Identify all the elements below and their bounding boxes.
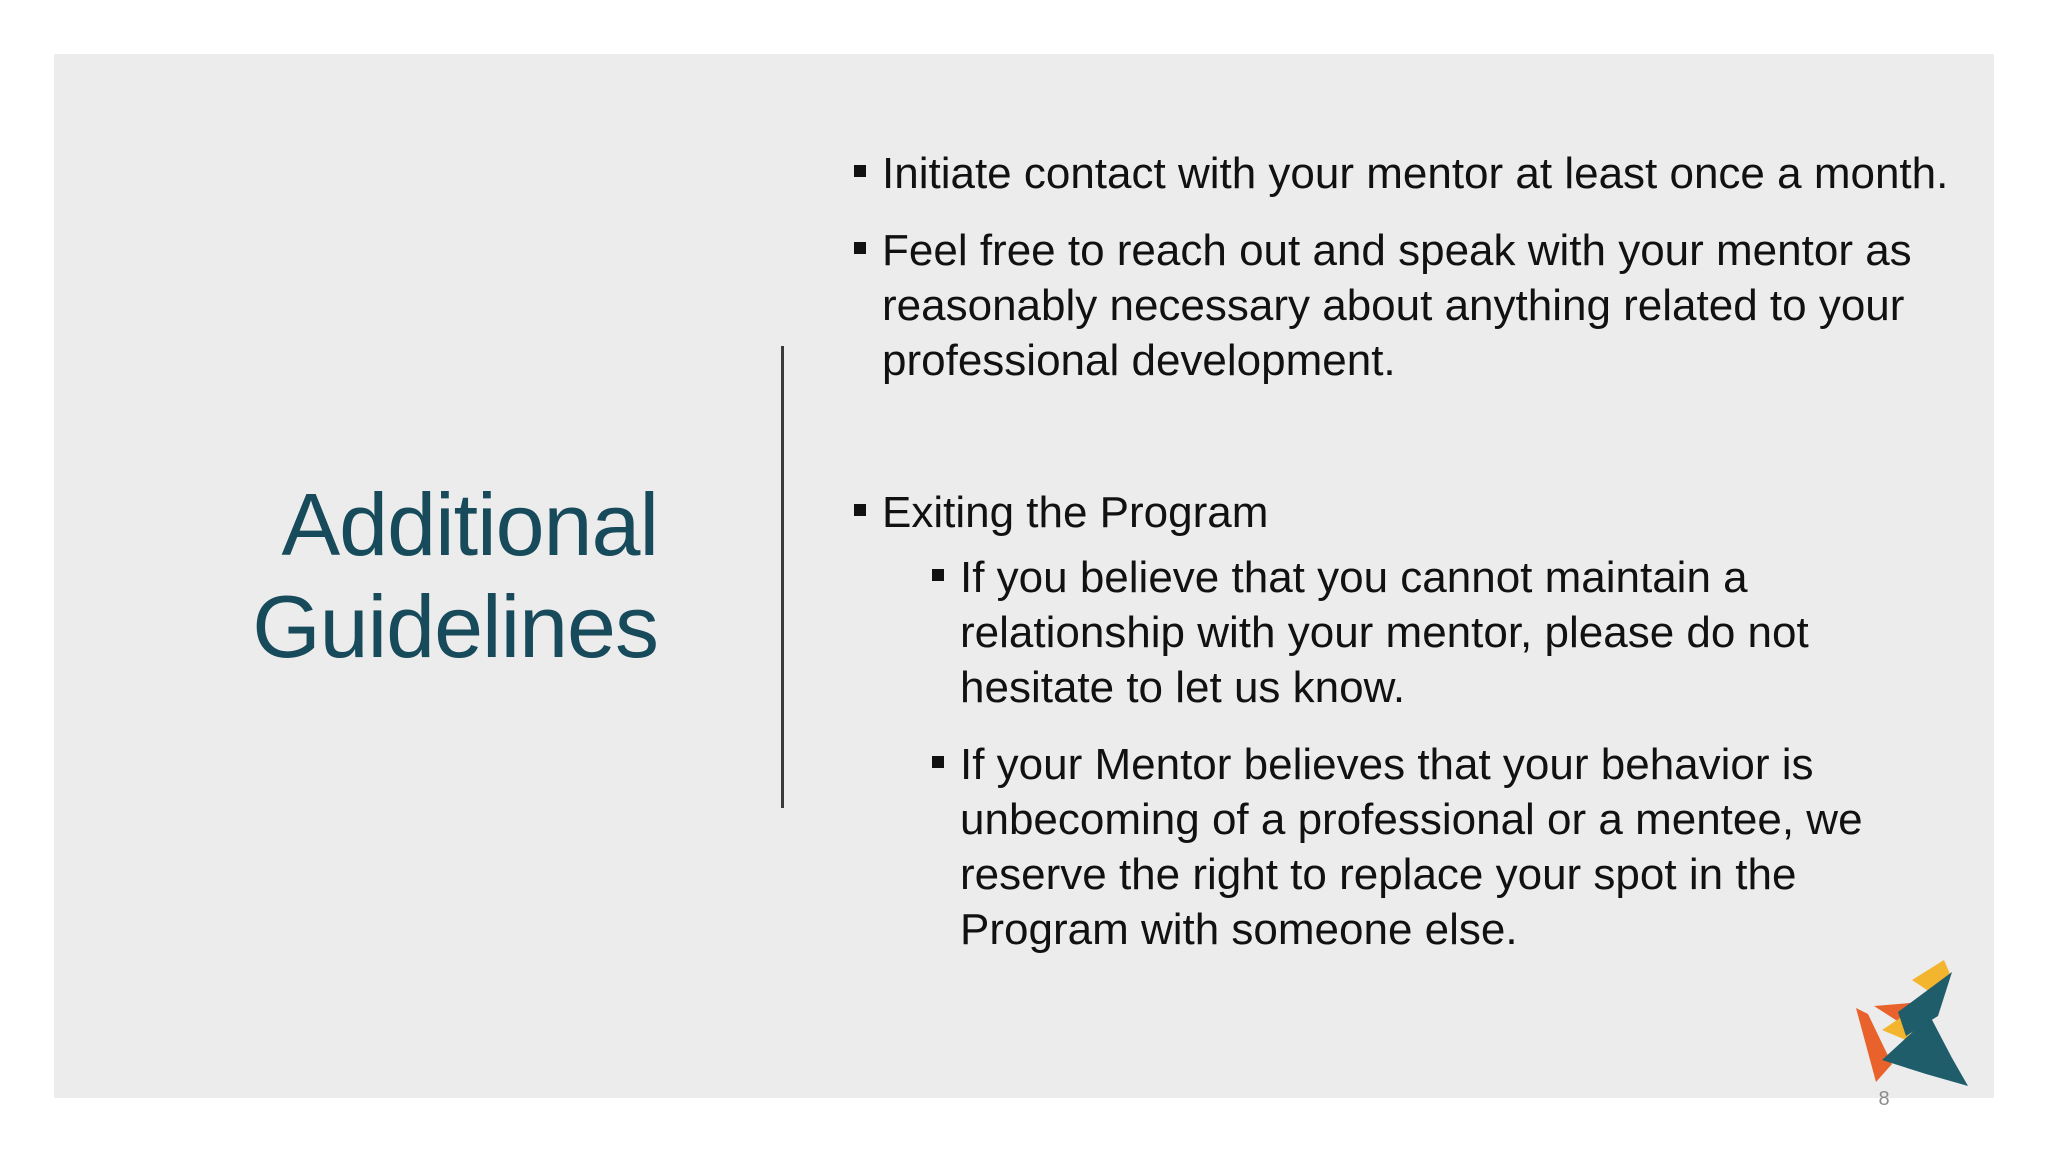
bullet-text: Exiting the Program bbox=[882, 488, 1269, 537]
bullet-item bbox=[854, 485, 1974, 540]
page-number: 8 bbox=[1878, 1088, 1890, 1110]
bullet-square-icon bbox=[854, 504, 866, 516]
sub-bullet-text: If your Mentor believes that your behavior is unbecoming of a professional or a mentee, we reserve the right to replace your spot in the Program with someone else. bbox=[960, 740, 1863, 954]
bullet-text: Feel free to reach out and speak with your mentor as reasonably necessary about anything related to your professional development. bbox=[882, 226, 1912, 385]
bullet-item bbox=[854, 146, 1974, 201]
slide-title bbox=[138, 474, 658, 678]
slide bbox=[54, 54, 1994, 1098]
slide-title-text: Additional Guidelines bbox=[252, 475, 658, 676]
bullet-text: Initiate contact with your mentor at least once a month. bbox=[882, 149, 1949, 198]
sub-bullet-text: If you believe that you cannot maintain a relationship with your mentor, please do not hesitate to let us know. bbox=[960, 553, 1809, 712]
vertical-divider bbox=[781, 346, 784, 808]
bullet-list bbox=[854, 146, 1974, 957]
sub-bullet-item bbox=[932, 737, 1974, 957]
bullet-square-icon bbox=[854, 165, 866, 177]
bullet-square-icon bbox=[854, 242, 866, 254]
pinwheel-logo-icon bbox=[1848, 954, 1980, 1086]
logo-orange-left bbox=[1856, 1008, 1892, 1082]
bullet-square-icon bbox=[932, 569, 944, 581]
bullet-square-icon bbox=[932, 756, 944, 768]
sub-bullet-item bbox=[932, 550, 1974, 715]
bullet-item bbox=[854, 223, 1974, 388]
